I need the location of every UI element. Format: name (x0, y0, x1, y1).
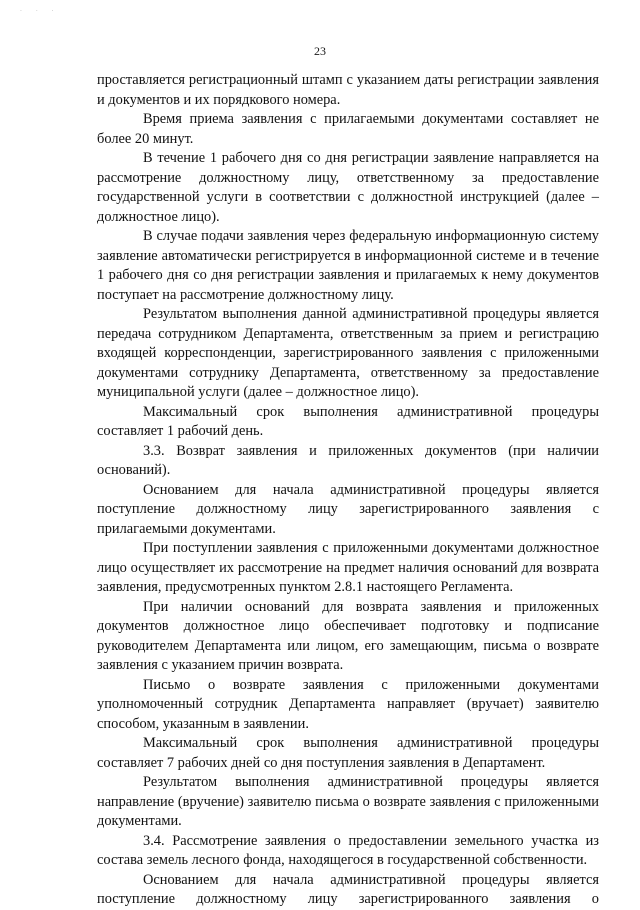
paragraph: При поступлении заявления с приложенными документами должностное лицо осуществляет их рассмотрение на предмет наличия оснований для возврата заявления, предусмотренных пунктом 2.8.1 настоящего Регламента. (97, 540, 599, 595)
paragraph: Максимальный срок выполнения административной процедуры составляет 7 рабочих дней со дня поступления заявления в Департамент. (97, 735, 599, 771)
paragraph: При наличии оснований для возврата заявления и приложенных документов должностное лицо обеспечивает подготовку и подписание руководителем Департамента или лицом, его замещающим, письма о возврате заявления с указанием причин возврата. (97, 598, 599, 673)
paragraph: В случае подачи заявления через федеральную информационную систему заявление автоматически регистрируется в информационной системе и в течение 1 рабочего дня со дня регистрации заявления и прилагаемых к нему документов поступает на рассмотрение должностному лицу. (97, 228, 599, 303)
paragraph-continuation: поступление должностному лицу зарегистрированного заявления о (97, 891, 599, 907)
section-heading-3-3: 3.3. Возврат заявления и приложенных документов (при наличии оснований). (97, 442, 599, 478)
paragraph: Результатом выполнения административной процедуры является направление (вручение) заявителю письма о возврате заявления с приложенными документами. (97, 774, 599, 829)
section-heading-3-4: 3.4. Рассмотрение заявления о предоставлении земельного участка из состава земель лесного фонда, находящегося в государственной собственности. (97, 832, 599, 868)
paragraph: Максимальный срок выполнения административной процедуры составляет 1 рабочий день. (97, 403, 599, 439)
page-number: 23 (314, 44, 326, 58)
paragraph: Время приема заявления с прилагаемыми документами составляет не более 20 минут. (97, 111, 599, 147)
paragraph: Основанием для начала административной процедуры является (143, 871, 599, 888)
document-body (97, 71, 599, 910)
paragraph: проставляется регистрационный штамп с указанием даты регистрации заявления и документов и их порядкового номера. (97, 72, 599, 108)
paragraph: Результатом выполнения данной административной процедуры является передача сотрудником Департамента, ответственным за прием и регистрацию входящей корреспонденции, зарегистрированного заявления с приложенными документами сотруднику Департамента, ответственному за предоставление муниципальной услуги (далее – должностное лицо). (97, 306, 599, 400)
paragraph: Письмо о возврате заявления с приложенными документами уполномоченный сотрудник Департамента направляет (вручает) заявителю способом, указанным в заявлении. (97, 676, 599, 732)
paragraph: Основанием для начала административной процедуры является поступление должностному лицу зарегистрированного заявления с прилагаемыми документами. (97, 481, 599, 537)
corner-marks: . . . (20, 6, 60, 13)
paragraph: В течение 1 рабочего дня со дня регистрации заявление направляется на рассмотрение должностному лицу, ответственному за предоставление государственной услуги в соответствии с должностной инструкцией (далее – должностное лицо). (97, 150, 599, 225)
